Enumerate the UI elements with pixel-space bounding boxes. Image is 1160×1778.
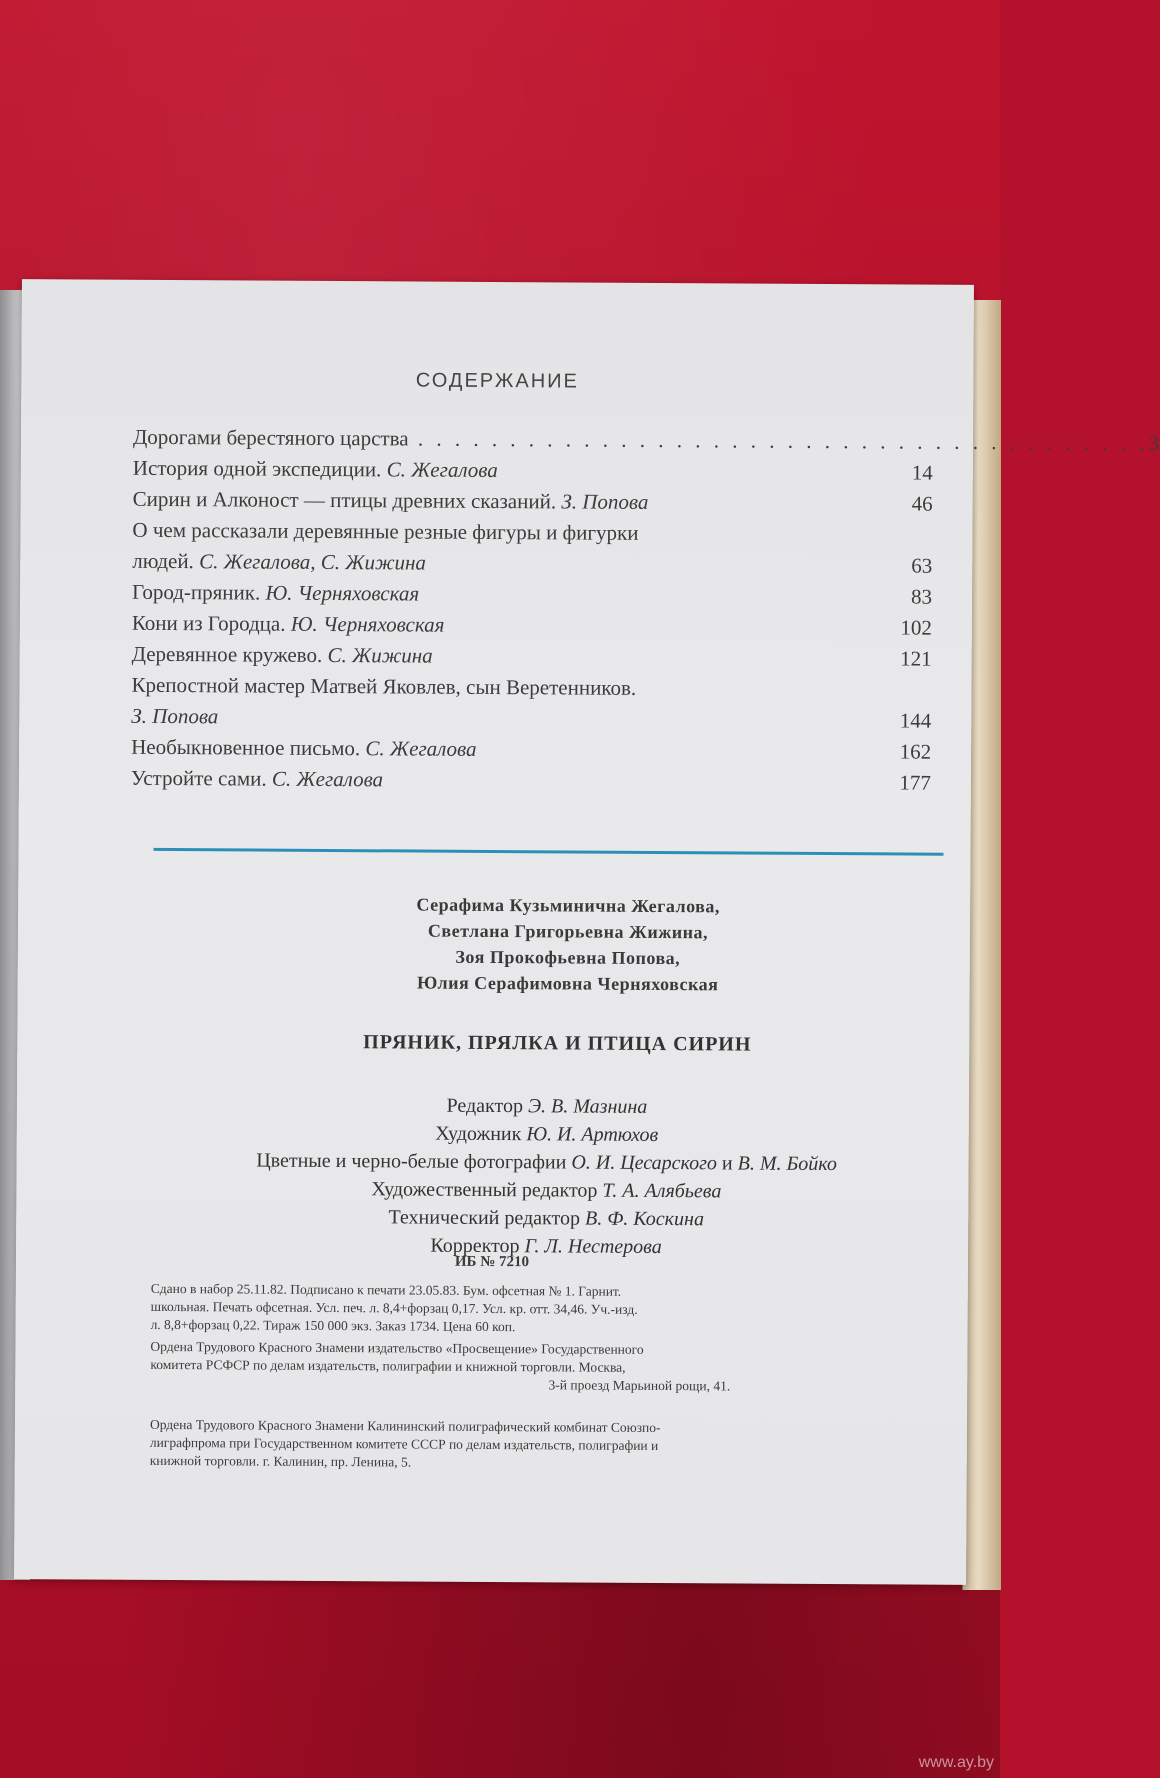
credit-name: О. И. Цесарского [571, 1151, 718, 1175]
imprint-line: 3-й проезд Марьиной рощи, 41. [548, 1377, 731, 1394]
credit-role: Художественный редактор [371, 1178, 598, 1202]
toc-entry [131, 763, 931, 799]
toc-heading: СОДЕРЖАНИЕ [415, 369, 579, 393]
imprint-line: книжной торговли. г. Калинин, пр. Ленина, 5. [149, 1452, 412, 1470]
imprint-line: комитета РСФСР по делам издательств, полиграфии и книжной торговли. Москва, [150, 1356, 626, 1375]
toc-entry-title: Город-пряник. [131, 579, 261, 605]
blue-divider [153, 848, 943, 856]
author-name: Юлия Серафимовна Черняховская [416, 972, 719, 995]
credit-role: Редактор [446, 1094, 524, 1118]
ib-number: ИБ № 7210 [454, 1253, 530, 1271]
toc-entry-title: Крепостной мастер Матвей Яковлев, сын Веретенников. [131, 672, 637, 700]
toc-entry-title: Сирин и Алконост — птицы древних сказаний. [132, 486, 557, 514]
toc-entry-page: 63 [911, 553, 933, 578]
credit-name: Э. В. Мазнина [527, 1095, 648, 1118]
author-name: Светлана Григорьевна Жижина, [427, 920, 709, 943]
imprint-line: школьная. Печать офсетная. Усл. печ. л. 8,4+форзац 0,17. Усл. кр. отт. 34,46. Уч.-изд. [150, 1298, 638, 1317]
toc-entry-author: Ю. Черняховская [290, 611, 445, 637]
book-title: ПРЯНИК, ПРЯЛКА И ПТИЦА СИРИН [363, 1031, 752, 1056]
toc-entry [133, 453, 933, 489]
toc-entry-page: 3 [1148, 430, 1160, 456]
imprint-line: Ордена Трудового Красного Знамени издательство «Просвещение» Государственного [150, 1338, 644, 1357]
imprint-print-details [151, 1280, 941, 1339]
toc-entry-author: З. Попова [561, 489, 649, 514]
toc-entry [132, 546, 932, 582]
credit-name: Г. Л. Нестерова [524, 1235, 662, 1259]
toc-entry: Дорогами берестяного царства . . . . . . . . . . . . . . . . . . . . . . . . . . . . . . . . . . . . . . . . 3 [133, 422, 933, 458]
toc-entry-page: 14 [911, 460, 933, 485]
author-name: Зоя Прокофьевна Попова, [455, 946, 681, 969]
toc-entry-title: Кони из Городца. [131, 610, 286, 636]
toc-entry-author: С. Жегалова [271, 766, 384, 792]
credit-line [157, 1146, 937, 1179]
author-name: Серафима Кузьминична Жегалова, [416, 894, 720, 917]
credits-block [156, 1090, 937, 1263]
toc-entry [131, 670, 931, 706]
credit-name: В. М. Бойко [737, 1152, 837, 1176]
toc-entry-title: История одной экспедиции. [132, 455, 382, 482]
imprint-line: Сдано в набор 25.11.82. Подписано к печати 23.05.83. Бум. офсетная № 1. Гарнит. [150, 1280, 622, 1299]
toc-entry-title: Необыкновенное письмо. [131, 734, 361, 761]
credit-role: Корректор [430, 1234, 520, 1258]
toc-entry [132, 608, 932, 644]
toc-entry-page: 162 [899, 739, 932, 764]
toc-entry-page: 177 [899, 770, 931, 795]
toc-entry [131, 732, 931, 768]
credit-conjunction: и [721, 1152, 733, 1175]
toc-entry-title: Деревянное кружево. [131, 641, 323, 667]
toc-entry-author: З. Попова [131, 703, 219, 729]
credit-name: В. Ф. Коскина [584, 1207, 705, 1231]
toc-entry-author: С. Жижина [327, 642, 433, 668]
imprint-publisher [150, 1338, 940, 1397]
toc-entry [132, 577, 932, 613]
toc-entry [133, 484, 933, 520]
toc-entry-author: С. Жегалова, С. Жижина [199, 549, 427, 575]
toc-entry-page: 144 [899, 708, 932, 733]
toc-entry-title: людей. [132, 548, 194, 574]
credit-role: Технический редактор [388, 1206, 581, 1230]
site-watermark: www.ay.by [918, 1754, 994, 1771]
authors-block [288, 891, 849, 998]
toc-entry [132, 515, 932, 551]
toc-entry-title: Устройте сами. [130, 765, 267, 791]
toc-entry-page: 46 [911, 491, 933, 516]
imprint-line: Ордена Трудового Красного Знамени Калининский полиграфический комбинат Союзпо- [149, 1416, 661, 1436]
toc-entry [131, 701, 931, 737]
toc-entry-author: С. Жегалова [386, 457, 498, 483]
table-of-contents [130, 422, 1160, 799]
imprint-printer [150, 1416, 940, 1475]
imprint-line: лиграфпрома при Государственном комитете СССР по делам издательств, полиграфии и [149, 1434, 659, 1454]
imprint-line: л. 8,8+форзац 0,22. Тираж 150 000 экз. Заказ 1734. Цена 60 коп. [150, 1316, 516, 1335]
credit-name: Ю. И. Артюхов [526, 1123, 659, 1147]
credit-role: Художник [435, 1122, 522, 1146]
toc-entry-page: 83 [910, 584, 933, 609]
credit-name: Т. А. Алябьева [602, 1179, 722, 1203]
toc-entry-title: Дорогами берестяного царства [132, 424, 409, 451]
credit-role: Цветные и черно-белые фотографии [256, 1149, 567, 1174]
book-page [14, 279, 1160, 1585]
toc-entry-author: Ю. Черняховская [265, 580, 420, 606]
toc-entry [132, 639, 932, 675]
toc-entry-author: С. Жегалова [365, 736, 477, 761]
toc-entry-page: 121 [900, 646, 932, 671]
toc-entry-page: 102 [900, 615, 932, 640]
toc-entry-title: О чем рассказали деревянные резные фигуры и фигурки [132, 517, 639, 545]
